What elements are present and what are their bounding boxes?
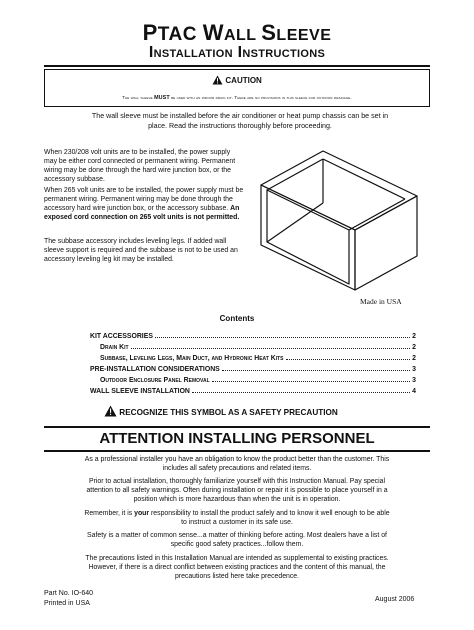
toc-item-subbase[interactable]: Subbase, Leveling Legs, Main Duct, and Hydronic Heat Kits 2 (100, 355, 416, 362)
attention-rule-bottom (44, 450, 430, 452)
safety-symbol-notice: RECOGNIZE THIS SYMBOL AS A SAFETY PRECAUTION (104, 405, 338, 417)
toc-item-wall-sleeve-installation[interactable]: WALL SLEEVE INSTALLATION 4 (90, 388, 416, 395)
attention-heading: ATTENTION INSTALLING PERSONNEL (99, 430, 375, 447)
toc-leader (222, 370, 410, 371)
caution-text: The wall sleeve MUST be used with an indoor drain kit. There are no provisions in this sleeve for outdoor drainage. (122, 95, 352, 101)
body-paragraph-1: When 230/208 volt units are to be installed, the power supply may be either cord connected or permanent wiring. Permanent wiring may be done through the hard wire junction box, or the accessory subbase. (44, 149, 236, 184)
printed-in: Printed in USA (44, 599, 90, 607)
toc-item-outdoor-panel[interactable]: Outdoor Enclosure Panel Removal 3 (100, 377, 416, 384)
warning-triangle-icon (104, 405, 117, 417)
caution-box (44, 69, 430, 107)
toc-leader (131, 348, 411, 349)
toc-leader (212, 381, 411, 382)
attention-paragraph-2: Prior to actual installation, thoroughly familiarize yourself with this Instruction Manual. Pay special attention to all safety warnings. Often during installation or repair it is possible to place yourself in a position which is more hazardous than when the unit is in operation. (86, 478, 388, 504)
part-number: Part No. IO-640 (44, 590, 94, 597)
toc-leader (286, 359, 411, 360)
intro-text: The wall sleeve must be installed before the air conditioner or heat pump chassis can be set in place. Read the instructions thoroughly before proceeding. (91, 112, 389, 130)
toc-leader (192, 392, 410, 393)
title-rule (44, 65, 430, 67)
attention-rule-top (44, 426, 430, 428)
body-paragraph-2: When 265 volt units are to be installed, the power supply must be permanent wiring. Permanent wiring may be done through the accessory hard wire junction box, or the accessory subbase. An exposed cord connection on 265 volt units is not permitted. (44, 187, 244, 222)
publication-date: August 2006 (375, 596, 415, 603)
attention-paragraph-4: Safety is a matter of common sense...a matter of thinking before acting. Most dealers have a list of specific good safety practices...follow them. (87, 532, 387, 549)
caution-label: CAUTION (225, 76, 262, 85)
toc-leader (155, 337, 410, 338)
toc-item-drain-kit[interactable]: Drain Kit 2 (100, 344, 416, 351)
wall-sleeve-illustration (255, 145, 430, 295)
document-subtitle: Installation Instructions (148, 44, 326, 61)
attention-paragraph-3: Remember, it is your responsibility to install the product safely and to know it well enough to be able to instruct a customer in its safe use. (84, 510, 390, 527)
body-paragraph-3: The subbase accessory includes leveling legs. If added wall sleeve support is required and the subbase is not to be used an accessory leveling leg kit may be installed. (44, 238, 238, 264)
warning-triangle-icon (212, 75, 223, 85)
contents-heading: Contents (219, 314, 255, 323)
document-title: PTAC WALL SLEEVE (142, 20, 332, 45)
toc-item-kit-accessories[interactable]: KIT ACCESSORIES 2 (90, 333, 416, 340)
attention-paragraph-1: As a professional installer you have an obligation to know the product better than the customer. This includes all safety precautions and related items. (84, 456, 390, 473)
toc-item-pre-installation[interactable]: PRE-INSTALLATION CONSIDERATIONS 3 (90, 366, 416, 373)
made-in-usa-caption: Made in USA (360, 297, 402, 306)
footer-left (44, 589, 93, 608)
attention-paragraph-5: The precautions listed in this Installation Manual are intended as supplemental to existing practices. However, if there is a direct conflict between existing practices and the content of this manual, the precautions listed here take precedence. (85, 555, 389, 581)
caution-heading (45, 75, 429, 85)
